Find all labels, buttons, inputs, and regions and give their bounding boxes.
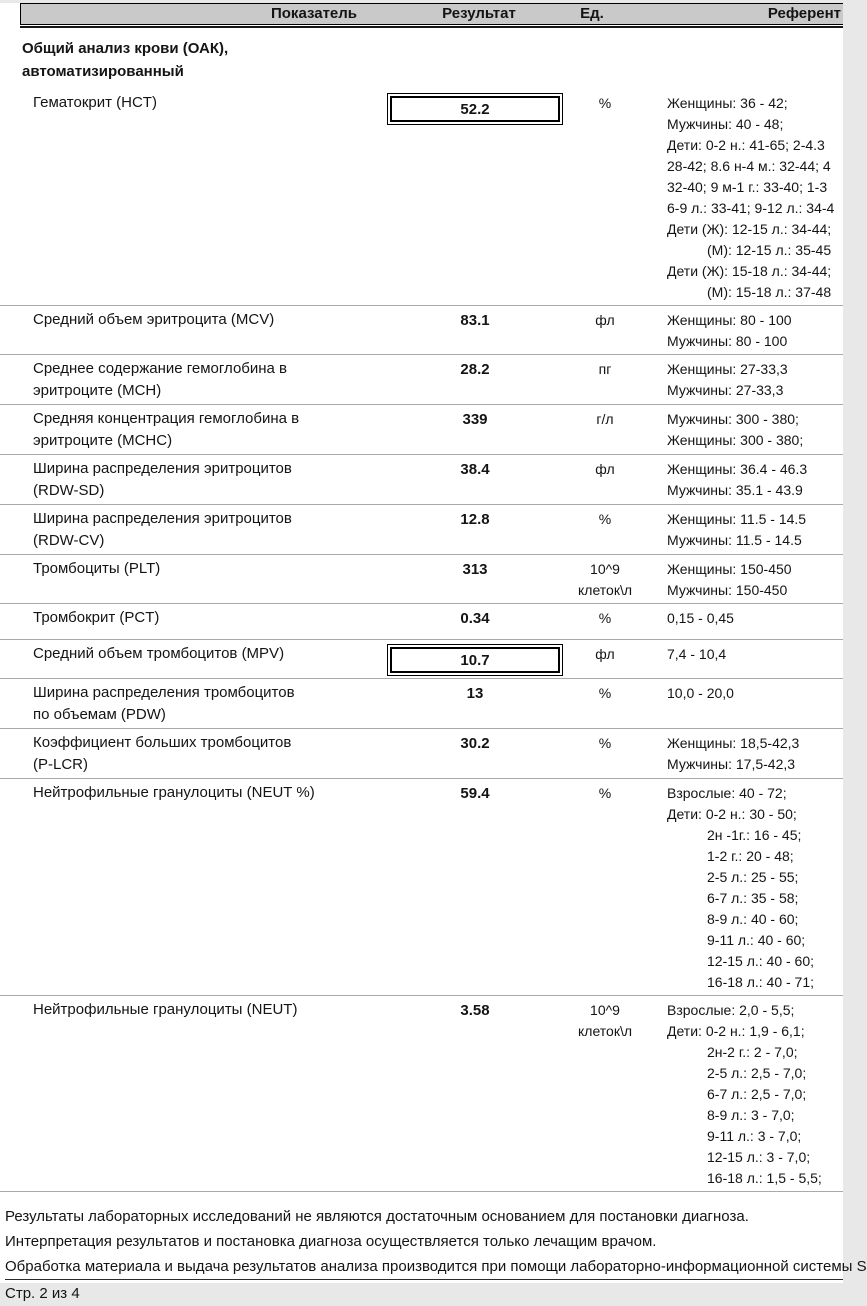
indicator-name: Гематокрит (HCT)	[33, 94, 157, 111]
column-header-unit: Ед.	[580, 5, 604, 22]
out-of-range-box: 52.2	[387, 93, 563, 125]
indicator-name: Ширина распределения тромбоцитов по объемам (PDW)	[33, 684, 295, 723]
reference-values: 10,0 - 20,0	[667, 685, 734, 701]
unit: %	[598, 95, 612, 111]
indicator-name: Средний объем эритроцита (MCV)	[33, 311, 275, 328]
result-value: 28.2	[460, 361, 490, 378]
page-number: Стр. 2 из 4	[5, 1285, 80, 1302]
table-row	[0, 639, 843, 678]
reference-values: Взрослые: 2,0 - 5,5; Дети: 0-2 н.: 1,9 - 6,1; 2н-2 г.: 2 - 7,0; 2-5 л.: 2,5 - 7,0; 6-7 л.: 2,5 - 7,0; 8-9 л.: 3 - 7,0; 9-11 л.: 3 - 7,0; 12-15 л.: 3 - 7,0; 16-18 л.: 1,5 - 5,5;	[667, 1002, 822, 1186]
indicator-name: Тромбоциты (PLT)	[33, 560, 161, 577]
indicator-name: Средняя концентрация гемоглобина в эритроците (MCHC)	[33, 410, 300, 449]
column-header-reference: Референт	[767, 5, 841, 22]
indicator-name: Ширина распределения эритроцитов (RDW-SD)	[33, 460, 292, 499]
reference-values: Женщины: 80 - 100 Мужчины: 80 - 100	[667, 312, 792, 349]
result-value-flagged	[385, 92, 565, 125]
table-row	[0, 454, 843, 504]
reference-values: Женщины: 27-33,3 Мужчины: 27-33,3	[667, 361, 788, 398]
table-row	[0, 504, 843, 554]
section-title	[22, 37, 843, 83]
reference-values: 0,15 - 0,45	[667, 610, 734, 626]
reference-values: Женщины: 150-450 Мужчины: 150-450	[667, 561, 792, 598]
unit: %	[598, 685, 612, 701]
unit: 10^9 клеток\л	[578, 561, 632, 598]
table-row	[0, 728, 843, 778]
result-value: 339	[462, 411, 488, 428]
report-footer	[5, 1204, 867, 1306]
table-row	[0, 603, 843, 639]
unit: фл	[595, 312, 615, 328]
unit: %	[598, 511, 612, 527]
indicator-name: Ширина распределения эритроцитов (RDW-CV)	[33, 510, 292, 549]
reference-values: Женщины: 36.4 - 46.3 Мужчины: 35.1 - 43.9	[667, 461, 808, 498]
result-value: 13	[466, 685, 484, 702]
table-row	[0, 678, 843, 728]
indicator-name: Средний объем тромбоцитов (MPV)	[33, 645, 285, 662]
table-bottom-divider	[0, 1191, 843, 1192]
reference-values: Женщины: 11.5 - 14.5 Мужчины: 11.5 - 14.5	[667, 511, 807, 548]
result-value: 313	[462, 561, 488, 578]
indicator-name: Нейтрофильные гранулоциты (NEUT %)	[33, 784, 315, 801]
unit: %	[598, 785, 612, 801]
result-value: 83.1	[460, 312, 490, 329]
footer-disclaimer-1: Результаты лабораторных исследований не являются достаточным основанием для постановки диагноза.	[5, 1208, 749, 1225]
reference-values: Женщины: 36 - 42; Мужчины: 40 - 48; Дети: 0-2 н.: 41-65; 2-4.3 28-42; 8.6 н-4 м.: 32-44; 4 32-40; 9 м-1 г.: 33-40; 1-3 6-9 л.: 33-41; 9-12 л.: 34-4 Дети (Ж): 12-15 л.: 34-44; (М): 12-15 л.: 35-45 Дети (Ж): 15-18 л.: 34-44; (М): 15-18 л.: 37-48	[667, 95, 835, 300]
indicator-name: Тромбокрит (PCT)	[33, 609, 160, 626]
lab-report-page	[0, 3, 867, 1302]
reference-values: Женщины: 18,5-42,3 Мужчины: 17,5-42,3	[667, 735, 800, 772]
table-row	[0, 89, 843, 305]
table-row	[0, 554, 843, 603]
table-header-row	[20, 3, 843, 25]
reference-values: Взрослые: 40 - 72; Дети: 0-2 н.: 30 - 50; 2н -1г.: 16 - 45; 1-2 г.: 20 - 48; 2-5 л.: 25 - 55; 6-7 л.: 35 - 58; 8-9 л.: 40 - 60; 9-11 л.: 40 - 60; 12-15 л.: 40 - 60; 16-18 л.: 40 - 71;	[667, 785, 815, 990]
unit: фл	[595, 461, 615, 477]
unit: %	[598, 735, 612, 751]
result-value-flagged	[385, 643, 565, 676]
unit: фл	[595, 646, 615, 662]
result-value: 0.34	[460, 610, 490, 627]
reference-values: 7,4 - 10,4	[667, 646, 727, 662]
unit: пг	[598, 361, 612, 377]
unit: 10^9 клеток\л	[578, 1002, 632, 1039]
unit: %	[598, 610, 612, 626]
table-row	[0, 404, 843, 454]
result-value: 3.58	[460, 1002, 490, 1019]
results-table-body	[0, 89, 843, 1191]
out-of-range-box: 10.7	[387, 644, 563, 676]
result-value: 59.4	[460, 785, 490, 802]
indicator-name: Нейтрофильные гранулоциты (NEUT)	[33, 1001, 298, 1018]
table-row	[0, 354, 843, 404]
result-value: 38.4	[460, 461, 490, 478]
table-row	[0, 995, 843, 1191]
section-title-line1: Общий анализ крови (ОАК),	[22, 40, 229, 57]
indicator-name: Среднее содержание гемоглобина в эритроците (MCH)	[33, 360, 288, 399]
section-title-line2: автоматизированный	[22, 63, 184, 80]
footer-disclaimer-2: Интерпретация результатов и постановка диагноза осуществляется только лечащим врачом.	[5, 1233, 657, 1250]
table-header-divider	[20, 26, 843, 28]
unit: г/л	[596, 411, 614, 427]
table-row	[0, 305, 843, 354]
footer-disclaimer-3: Обработка материала и выдача результатов анализа производится при помощи лабораторно-информационной системы S	[5, 1254, 843, 1280]
result-value: 12.8	[460, 511, 490, 528]
indicator-name: Коэффициент больших тромбоцитов (P-LCR)	[33, 734, 292, 773]
table-row	[0, 778, 843, 995]
column-header-result: Результат	[442, 5, 516, 22]
reference-values: Мужчины: 300 - 380; Женщины: 300 - 380;	[667, 411, 804, 448]
column-header-indicator: Показатель	[270, 5, 358, 22]
result-value: 30.2	[460, 735, 490, 752]
